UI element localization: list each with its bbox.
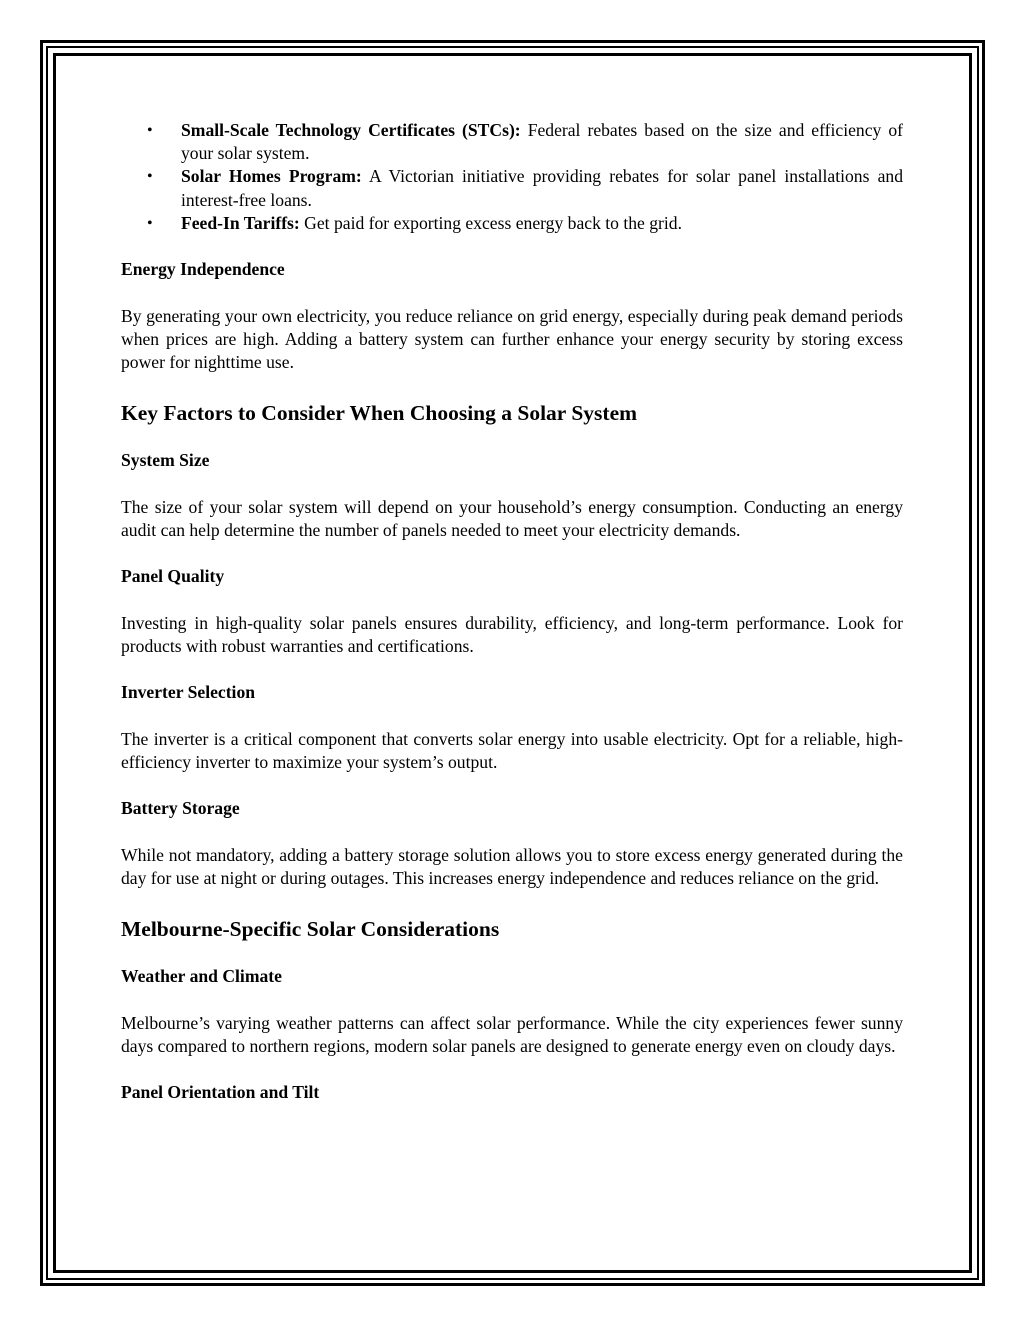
bullet-icon: •: [147, 122, 153, 139]
system-size-paragraph: The size of your solar system will depend on your household’s energy consumption. Conducting an energy audit can help determine the number of panels needed to meet your electricity demands.: [121, 496, 903, 540]
weather-climate-paragraph: Melbourne’s varying weather patterns can affect solar performance. While the city experiences fewer sunny days compared to northern regions, modern solar panels are designed to generate energy even on cloudy days.: [121, 1012, 903, 1056]
inverter-selection-paragraph: The inverter is a critical component that converts solar energy into usable electricity. Opt for a reliable, high-efficiency inverter to maximize your system’s output.: [121, 728, 903, 772]
energy-independence-heading: Energy Independence: [121, 259, 285, 280]
inverter-selection-heading: Inverter Selection: [121, 682, 256, 703]
key-factors-heading: Key Factors to Consider When Choosing a Solar System: [121, 401, 638, 426]
rebates-list: [121, 119, 903, 235]
list-item: [121, 119, 903, 165]
panel-quality-paragraph: Investing in high-quality solar panels ensures durability, efficiency, and long-term performance. Look for products with robust warranties and certifications.: [121, 612, 903, 656]
list-item-text: A Victorian initiative providing rebates for solar panel installations and interest-free loans.: [181, 166, 903, 210]
weather-climate-heading: Weather and Climate: [121, 966, 282, 987]
panel-orientation-heading: Panel Orientation and Tilt: [121, 1082, 320, 1103]
list-item-term: Small-Scale Technology Certificates (STCs):: [181, 120, 521, 140]
list-item-term: Solar Homes Program:: [181, 166, 362, 187]
list-item-term: Feed-In Tariffs:: [181, 212, 300, 233]
list-item: [121, 165, 903, 211]
energy-independence-paragraph: By generating your own electricity, you reduce reliance on grid energy, especially during peak demand periods when prices are high. Adding a battery system can further enhance your energy security by storing excess power for nighttime use.: [121, 305, 903, 372]
battery-storage-heading: Battery Storage: [121, 798, 240, 819]
panel-quality-heading: Panel Quality: [121, 566, 225, 587]
list-item-text: Get paid for exporting excess energy back to the grid.: [299, 212, 682, 233]
battery-storage-paragraph: While not mandatory, adding a battery storage solution allows you to store excess energy generated during the day for use at night or during outages. This increases energy independence and reduces reliance on the grid.: [121, 844, 903, 888]
list-item-text: Federal rebates based on the size and efficiency of your solar system.: [181, 120, 903, 164]
melbourne-heading: Melbourne-Specific Solar Considerations: [121, 917, 500, 942]
system-size-heading: System Size: [121, 450, 210, 471]
bullet-icon: •: [147, 168, 153, 186]
bullet-icon: •: [147, 214, 153, 232]
document-body: [121, 119, 903, 1105]
list-item: [121, 212, 903, 235]
